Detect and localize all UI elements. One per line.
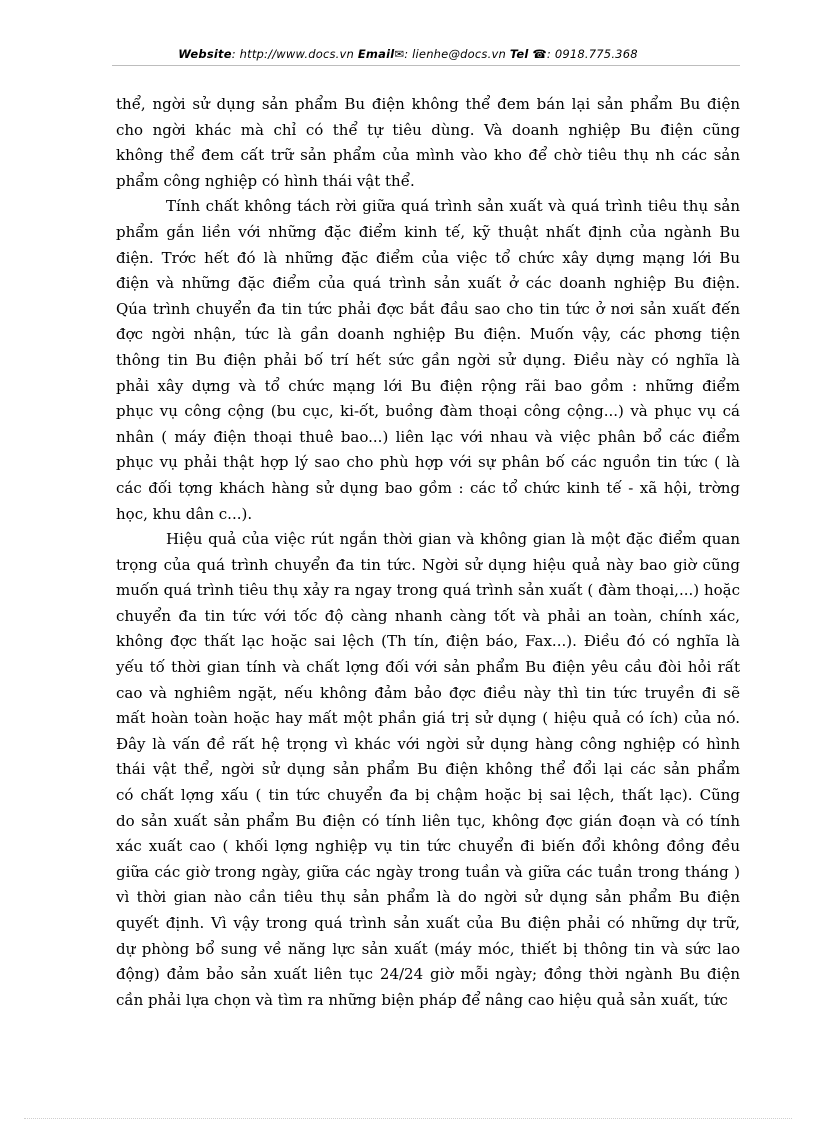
text-line: phẩm công nghiệp có hình thái vật thể. [116,171,415,190]
tel-label: Tel [509,47,529,61]
paragraph [116,92,740,194]
text-line: không đợc thất lạc hoặc sai lệch (Th tín, điện báo, Fax...). Điều đó có nghĩa là [116,632,740,651]
text-line: quyết định. Vì vậy trong quá trình sản xuất của Bu điện phải có những dự trữ, [116,914,740,932]
text-line: thông tin Bu điện phải bố trí hết sức gần ngời sử dụng. Điều này có nghĩa là [116,350,740,369]
email-address[interactable]: : lienhe@docs.vn [404,47,506,61]
text-line: phục vụ công cộng (bu cục, ki-ốt, buồng đàm thoại công cộng...) và phục vụ cá [116,402,740,421]
footer-divider [24,1118,792,1119]
email-icon: ✉ [394,47,405,61]
text-line: nhân ( máy điện thoại thuê bao...) liên lạc với nhau và việc phân bổ các điểm [116,427,740,446]
website-label: Website [178,47,232,61]
text-line: Tính chất không tách rời giữa quá trình sản xuất và quá trình tiêu thụ sản [166,197,740,216]
text-line: muốn quá trình tiêu thụ xảy ra ngay trong quá trình sản xuất ( đàm thoại,...) hoặc [116,581,740,600]
text-line: yếu tố thời gian tính và chất lợng đối với sản phẩm Bu điện yêu cầu đòi hỏi rất [116,658,740,677]
text-line: Qúa trình chuyển đa tin tức phải đợc bắt đầu sao cho tin tức ở nơi sản xuất đến [116,299,740,318]
text-line: thái vật thể, ngời sử dụng sản phẩm Bu điện không thể đổi lại các sản phẩm [116,760,740,779]
text-line: các đối tợng khách hàng sử dụng bao gồm : các tổ chức kinh tế - xã hội, trờng [116,478,740,497]
text-line: có chất lợng xấu ( tin tức chuyển đa bị chậm hoặc bị sai lệch, thất lạc). Cũng [116,786,740,805]
header-divider [112,65,740,66]
text-line: chuyển đa tin tức với tốc độ càng nhanh càng tốt và phải an toàn, chính xác, [116,606,740,625]
phone-icon: ☎ [532,47,547,61]
text-line: dự phòng bổ sung về năng lực sản xuất (máy móc, thiết bị thông tin và sức lao [116,939,740,958]
text-line: điện và những đặc điểm của quá trình sản xuất ở các doanh nghiệp Bu điện. [116,274,740,293]
tel-number: : 0918.775.368 [546,47,638,61]
text-line: phải xây dựng và tổ chức mạng lới Bu điện rộng rãi bao gồm : những điểm [116,376,740,395]
paragraph [116,527,740,1013]
page-header [0,47,816,61]
text-line: giữa các giờ trong ngày, giữa các ngày trong tuần và giữa các tuần trong tháng ) [116,862,740,881]
text-line: vì thời gian nào cần tiêu thụ sản phẩm là do ngời sử dụng sản phẩm Bu điện [116,888,740,907]
email-label: Email [357,47,395,61]
text-line: cần phải lựa chọn và tìm ra những biện pháp để nâng cao hiệu quả sản xuất, tức [116,990,728,1009]
text-line: thể, ngời sử dụng sản phẩm Bu điện không thể đem bán lại sản phẩm Bu điện [116,95,740,113]
paragraph [116,194,740,527]
text-line: phẩm gắn liền với những đặc điểm kinh tế, kỹ thuật nhất định của ngành Bu [116,222,740,241]
text-line: do sản xuất sản phẩm Bu điện có tính liên tục, không đợc gián đoạn và có tính [116,811,740,830]
text-line: không thể đem cất trữ sản phẩm của mình vào kho để chờ tiêu thụ nh các sản [116,146,740,165]
document-body [116,92,740,1013]
text-line: điện. Trớc hết đó là những đặc điểm của việc tổ chức xây dựng mạng lới Bu [116,248,740,267]
text-line: cao và nghiêm ngặt, nếu không đảm bảo đợc điều này thì tin tức truyền đi sẽ [116,683,740,702]
text-line: học, khu dân c...). [116,504,253,523]
text-line: xác xuất cao ( khối lợng nghiệp vụ tin tức chuyển đi biến đổi không đồng đều [116,837,740,856]
text-line: Hiệu quả của việc rút ngắn thời gian và không gian là một đặc điểm quan [166,530,740,549]
text-line: động) đảm bảo sản xuất liên tục 24/24 giờ mỗi ngày; đồng thời ngành Bu điện [116,965,740,984]
text-line: cho ngời khác mà chỉ có thể tự tiêu dùng. Và doanh nghiệp Bu điện cũng [116,120,740,139]
text-line: phục vụ phải thật hợp lý sao cho phù hợp với sự phân bố các nguồn tin tức ( là [116,453,740,472]
text-line: đợc ngời nhận, tức là gần doanh nghiệp Bu điện. Muốn vậy, các phơng tiện [116,325,740,344]
website-url[interactable]: : http://www.docs.vn [231,47,355,61]
text-line: trọng của quá trình chuyển đa tin tức. Ngời sử dụng hiệu quả này bao giờ cũng [116,555,740,574]
text-line: mất hoàn toàn hoặc hay mất một phần giá trị sử dụng ( hiệu quả có ích) của nó. [116,709,740,728]
text-line: Đây là vấn đề rất hệ trọng vì khác với ngời sử dụng hàng công nghiệp có hình [116,734,740,753]
